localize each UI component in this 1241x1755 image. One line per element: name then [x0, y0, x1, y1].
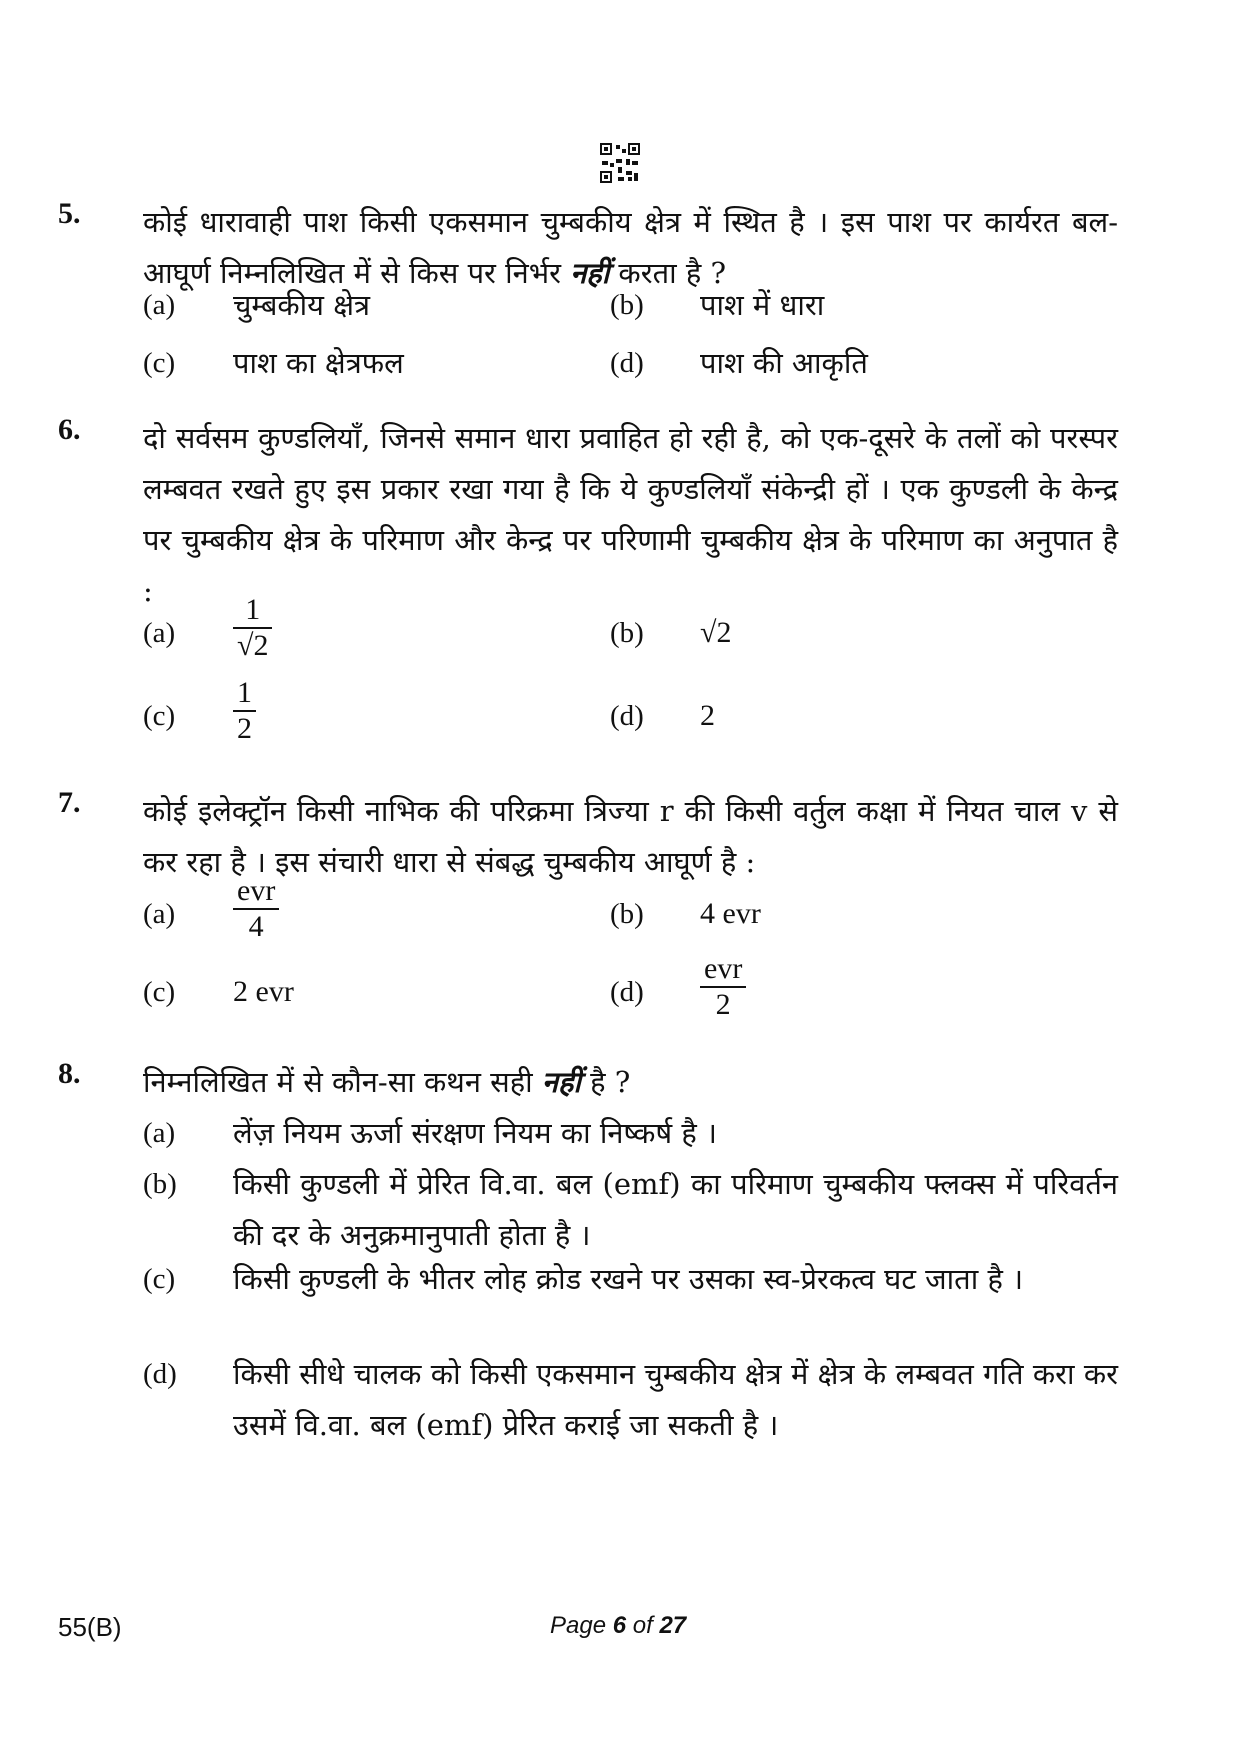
- qr-code-icon: [600, 143, 640, 183]
- question-text: कोई इलेक्ट्रॉन किसी नाभिक की परिक्रमा त्रिज्या r की किसी वर्तुल कक्षा में नियत चाल v से कर रहा है । इस संचारी धारा से संबद्ध चुम्बकीय आघूर्ण है :: [143, 794, 1118, 879]
- question-number: 5.: [58, 197, 81, 230]
- question-text: कोई धारावाही पाश किसी एकसमान चुम्बकीय क्षेत्र में स्थित है । इस पाश पर कार्यरत बल-आघूर्ण निम्नलिखित में से किस पर निर्भर नहीं करता है ?: [143, 205, 1118, 290]
- fraction: $\frac{\text{evr}}{2}$: [700, 952, 746, 1022]
- emphasis-not: नहीं: [570, 256, 610, 290]
- question-text: निम्नलिखित में से कौन-सा कथन सही नहीं है ?: [143, 1065, 631, 1099]
- fraction: $\frac{1}{√2}$: [233, 593, 272, 663]
- question-number: 6.: [58, 413, 81, 446]
- page-number: Page 6 of 27: [550, 1612, 687, 1639]
- emphasis-not: नहीं: [541, 1065, 581, 1099]
- question-text: दो सर्वसम कुण्डलियाँ, जिनसे समान धारा प्रवाहित हो रही है, को एक-दूसरे के तलों को परस्पर लम्बवत रखते हुए इस प्रकार रखा गया है कि ये कुण्डलियाँ संकेन्द्री हों । एक कुण्डली के केन्द्र पर चुम्बकीय क्षेत्र के परिमाण और केन्द्र पर परिणामी चुम्बकीय क्षेत्र के परिमाण का अनुपात है :: [143, 421, 1118, 608]
- question-number: 8.: [58, 1057, 81, 1090]
- exam-page: 5. कोई धारावाही पाश किसी एकसमान चुम्बकीय क्षेत्र में स्थित है । इस पाश पर कार्यरत बल-आघूर्ण निम्नलिखित में से किस पर निर्भर नहीं करता है ? (a) चुम्बकीय क्षेत्र (b) पाश में धारा (c) पाश का क्षेत्रफल (d) पाश की आकृति 6. दो सर्वसम कुण्डलियाँ, जिनसे समान धारा प्रवाहित हो रही है, को एक-दूसरे के तलों को परस्पर लम्बवत रखते हुए इस प्रकार रखा गया है कि ये कुण्डलियाँ संकेन्द्री हों । एक कुण्डली के केन्द्र पर चुम्बकीय क्षेत्र के परिमाण और केन्द्र पर परिणामी चुम्बकीय क्षेत्र के परिमाण का अनुपात है : (a) $\frac{1}{√2}$ (b) √2 (c) $\frac{1}{2}$ (d) 2 7. कोई इलेक्ट्रॉन किसी नाभिक की परिक्रमा त्रिज्या r की किसी वर्तुल कक्षा में नियत चाल v से कर रहा है । इस संचारी धारा से संबद्ध चुम्बकीय आघूर्ण है : (a) $\frac{\text{evr}}{4}$ (b) 4 evr (c) 2 evr (d) $\frac{\text{evr}}{2}$ 8. निम्नलिखित में से कौन-सा कथन सही नहीं है ? (a) लेंज़ नियम ऊर्जा संरक्षण नियम का निष्कर्ष है । (b) किसी कुण्डली में प्रेरित वि.वा. बल (emf) का परिमाण चुम्बकीय फ्लक्स में परिवर्तन की दर के अनुक्रमानुपाती होता है । (c) किसी कुण्डली के भीतर लोह क्रोड रखने पर उसका स्व-प्रेरकत्व घट जाता है । (d) किसी सीधे चालक को किसी एकसमान चुम्बकीय क्षेत्र में क्षेत्र के लम्बवत गति करा कर उसमें वि.वा. बल (emf) प्रेरित कराई जा सकती है । 55(B) Page 6 of 27: [0, 0, 1241, 1755]
- paper-code: 55(B): [58, 1612, 122, 1642]
- fraction: $\frac{1}{2}$: [233, 676, 256, 746]
- fraction: $\frac{\text{evr}}{4}$: [233, 874, 279, 944]
- question-number: 7.: [58, 786, 81, 819]
